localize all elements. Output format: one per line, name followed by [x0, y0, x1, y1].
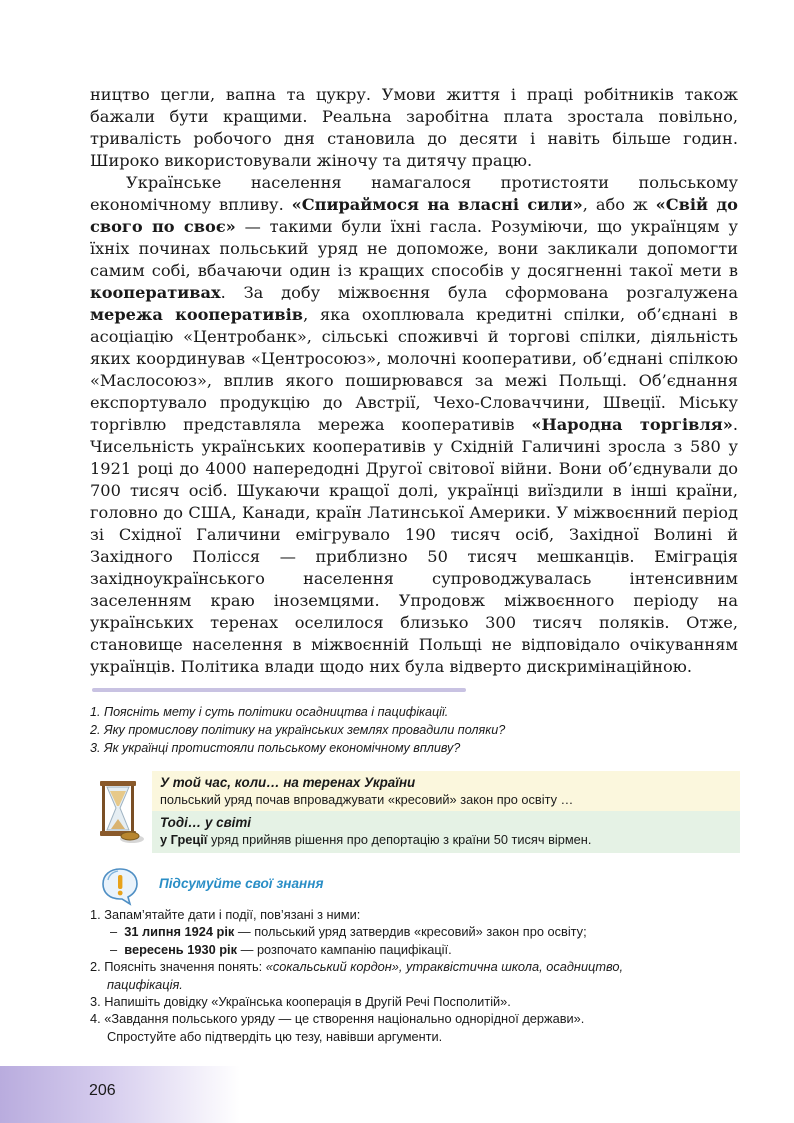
ukraine-heading: У той час, коли… на теренах України: [160, 775, 416, 790]
p2-term-network: мережа кооперативів: [90, 305, 304, 324]
summary-item-4-cont: Спростуйте або підтвердіть цю тезу, навівши аргументи.: [107, 1028, 443, 1044]
summary-item-1b: [90, 941, 740, 958]
world-heading: Тоді… у світі: [160, 815, 252, 830]
p2-term-narodna-torhivlia: «Народна торгівля»: [531, 415, 733, 434]
section-divider: [92, 688, 466, 692]
p2-text-6: . Чисельність українських кооперативів у Східній Галичині зросла з 580 у 1921 році до 4000 напередодні Другої світової війни. Вони об’єднували до 700 тисяч осіб. Шукаючи кращої долі, українці виїздили в інші країни, головно до США, Канади, країн Латинської Америки. У міжвоєнний період зі Східної Галичини емігрувало 190 тисяч осіб, Західної Волині й Західного Полісся — приблизно 50 тисяч мешканців. Еміграція західноукраїнського населення супроводжувалась інтенсивним заселенням краю іноземцями. Упродовж міжвоєнного періоду на українських теренах оселилося близько 300 тисяч поляків. Отже, становище населення в міжвоєнній Польщі не відповідало очікуванням українців. Політика влади щодо них була відверто дискримінаційною.: [90, 415, 738, 676]
item-2-terms-cont: пацифікація.: [107, 976, 183, 992]
paragraph-1: ництво цегли, вапна та цукру. Умови життя і праці робітників також бажали бути кращими. Реальна заробітна плата зростала повільно, тривалість робочого дня становила до десяти і навіть більше годин. Широко використовували жіночу та дитячу працю.: [90, 85, 738, 170]
summary-list: [90, 906, 740, 1045]
summary-item-3: 3. Напишіть довідку «Українська кооперація в Другій Речі Посполитій».: [90, 994, 511, 1010]
exclamation-bubble-icon: [100, 866, 140, 906]
item-2-prefix: 2. Поясніть значення понять:: [90, 959, 266, 975]
p2-text-4: . За добу міжвоєння була сформована розгалужена: [220, 283, 738, 302]
summary-item-1a: [90, 923, 740, 940]
event-1930: — розпочато кампанію пацифікації.: [237, 941, 452, 957]
summary-heading: Підсумуйте свої знання: [159, 876, 324, 891]
p2-text-1: Українське населення намагалося протистояти польському економічному впливу.: [90, 173, 738, 214]
summary-item-2-cont: [90, 976, 740, 993]
date-1924: 31 липня 1924 рік: [124, 924, 235, 940]
hourglass-icon: [94, 779, 146, 845]
question-item: 2. Яку промислову політику на українських землях провадили поляки?: [90, 723, 506, 737]
summary-item-2: [90, 958, 740, 975]
p2-slogan-1: «Спираймося на власні сили»: [291, 195, 583, 214]
page-number-band: [0, 1066, 240, 1123]
page-number: 206: [89, 1082, 116, 1099]
paragraph-2: [90, 172, 738, 678]
summary-item-1: 1. Запам’ятайте дати і події, пов’язані з ними:: [90, 907, 361, 922]
p2-term-cooperatives: кооперативах: [90, 283, 221, 302]
review-questions: [90, 703, 740, 757]
p2-slogan-2: «Свій до свого по своє»: [90, 195, 738, 236]
summary-item-4: 4. «Завдання польського уряду — це створення національно однорідної держави».: [90, 1011, 585, 1027]
ukraine-text: польський уряд почав впроваджувати «кресовий» закон про освіту …: [160, 792, 574, 807]
world-panel: [152, 811, 740, 853]
question-item: 3. Як українці протистояли польському економічному впливу?: [90, 741, 461, 755]
event-1924: — польський уряд затвердив «кресовий» закон про освіту;: [234, 924, 587, 940]
world-country: у Греції: [160, 832, 208, 847]
p2-text-2: , або ж: [582, 195, 656, 214]
question-item: 1. Поясніть мету і суть політики осадництва і пацифікації.: [90, 705, 449, 719]
timeline-comparison-box: [88, 771, 740, 853]
world-text: уряд прийняв рішення про депортацію з країни 50 тисяч вірмен.: [207, 832, 592, 847]
ukraine-panel: [152, 771, 740, 811]
item-2-terms: «сокальський кордон», утраквістична школа, осадництво,: [265, 959, 624, 975]
world-text-row: [160, 831, 732, 848]
p2-text-5: , яка охоплювала кредитні спілки, об’єднані в асоціацію «Центробанк», сільські споживчі й торгові спілки, діяльність яких координував «Центросоюз», молочні кооперативи, об’єднані спілкою «Маслосоюз», вплив якого поширювався за межі Польщі. Об’єднання експортувало продукцію до Австрії, Чехо-Словаччини, Швеції. Міську торгівлю представляла мережа кооперативів: [90, 305, 738, 434]
list-dash: –: [110, 924, 118, 940]
main-text: [90, 84, 738, 678]
date-1930: вересень 1930 рік: [124, 941, 238, 957]
list-dash: –: [110, 941, 118, 957]
p2-text-3: — такими були їхні гасла. Розуміючи, що українцям у їхніх починах польський уряд не допоможе, вони закликали допомогти самим собі, вбачаючи один із кращих способів у досягненні такої мети в: [90, 217, 738, 280]
